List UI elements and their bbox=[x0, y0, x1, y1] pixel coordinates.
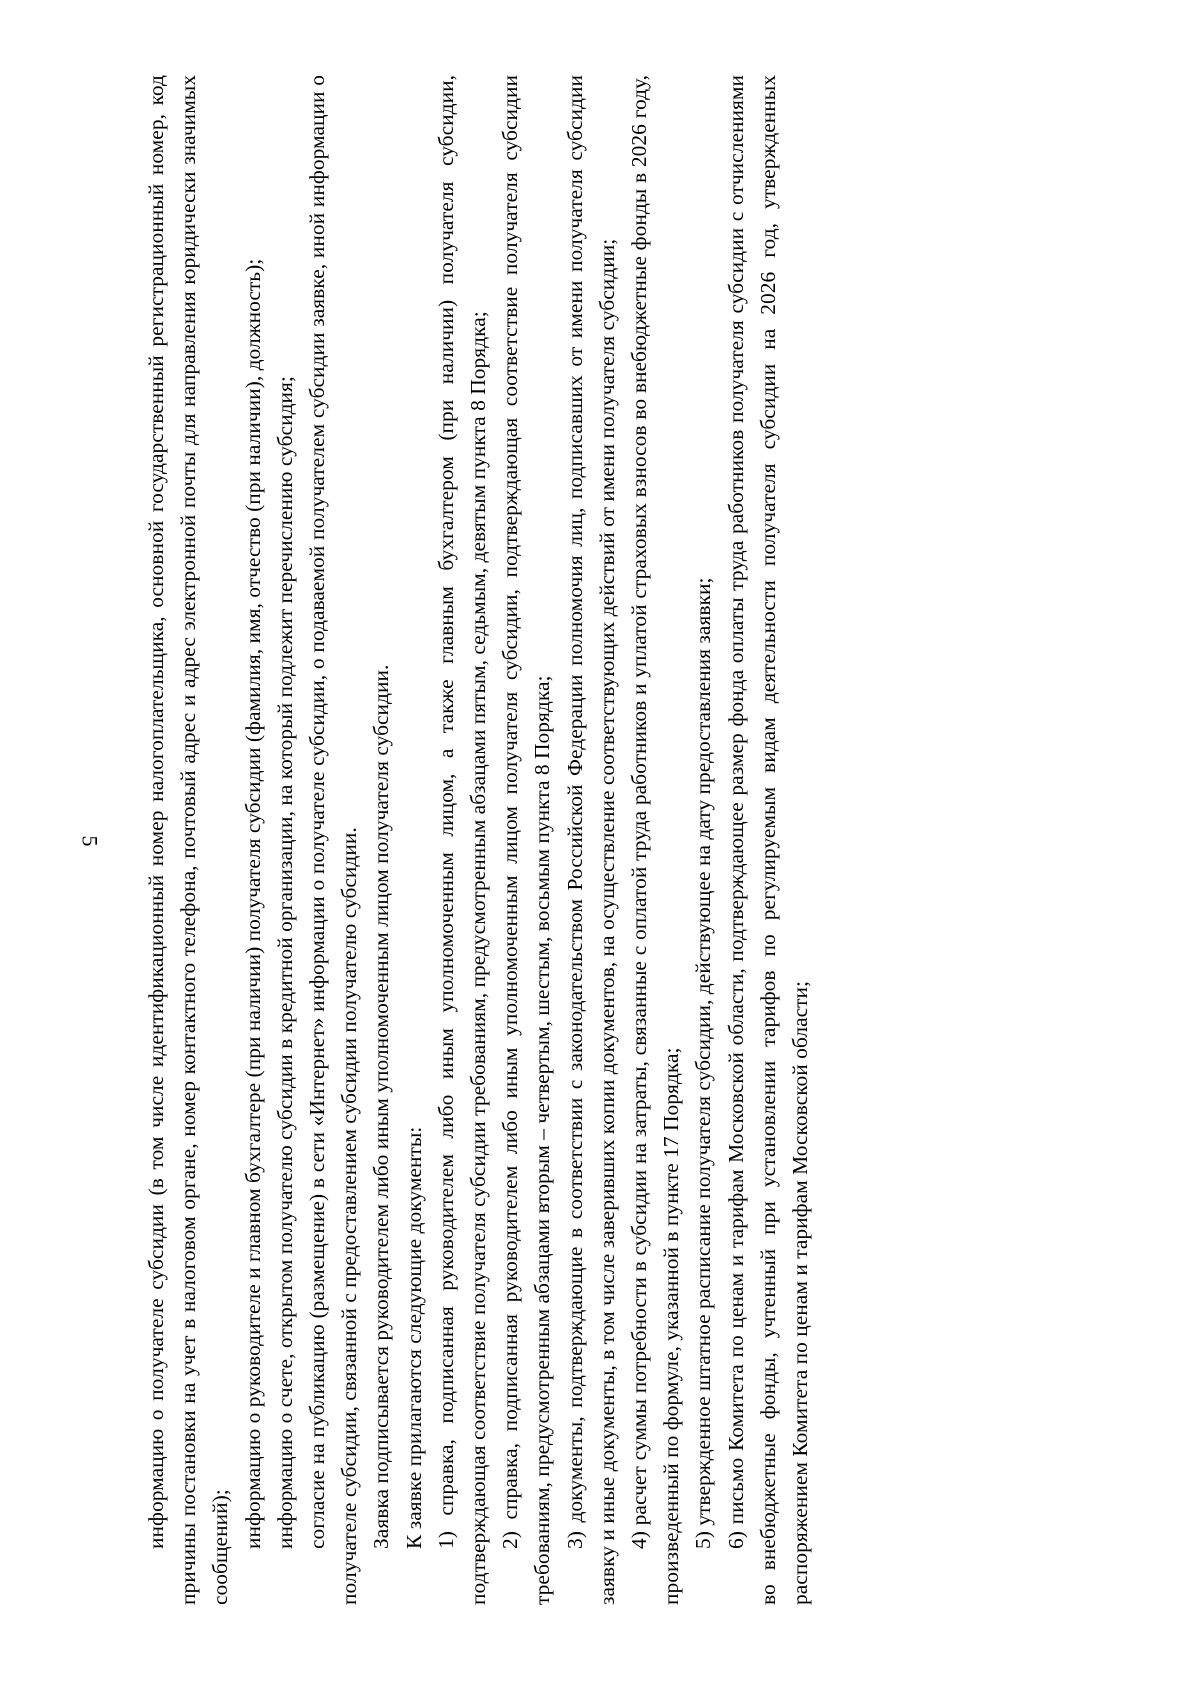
paragraph-signature: Заявка подписывается руководителем либо иным уполномоченным лицом получателя субсидии. bbox=[369, 664, 394, 1549]
list-item-4: 4) расчет суммы потребности в субсидии на затраты, связанные с оплатой труда работников и уплатой страховых взносов во внебюджетные фонды в 2026 году, произведенный по формуле, указанной в пункте 17 Порядка; bbox=[627, 75, 684, 1605]
document-body bbox=[140, 75, 816, 1605]
list-item-5: 5) утвержденное штатное расписание получателя субсидии, действующее на дату предоставления заявки; bbox=[691, 577, 716, 1549]
list-item-2: 2) справка, подписанная руководителем либо иным уполномоченным лицом получателя субсидии, подтверждающая соответствие получателя субсидии требованиям, предусмотренным абзацами вторым – четвертым, шестым, восьмым пункта 8 Порядка; bbox=[498, 75, 555, 1605]
paragraph-publication-consent: согласие на публикацию (размещение) в сети «Интернет» информации о получателе субсидии, о подаваемой получателем субсидии заявке, иной информации о получателе субсидии, связанной с предоставлением субсидии получателю субсидии. bbox=[305, 75, 362, 1605]
paragraph-attachments-intro: К заявке прилагаются следующие документы: bbox=[401, 1126, 426, 1549]
list-item-3: 3) документы, подтверждающие в соответствии с законодательством Российской Федерации полномочия лиц, подписавших от имени получателя субсидии заявку и иные документы, в том числе заверивших копии документов, на осуществление соответствующих действий от имени получателя субсидии; bbox=[562, 75, 619, 1605]
paragraph-recipient-info: информацию о получателе субсидии (в том числе идентификационный номер налогоплательщика, основной государственный регистрационный номер, код причины постановки на учет в налоговом органе, номер контактного телефона, почтовый адрес и адрес электронной почты для направления юридически значимых сообщений); bbox=[144, 75, 233, 1605]
rotated-page-content bbox=[140, 75, 816, 1605]
list-item-1: 1) справка, подписанная руководителем либо иным уполномоченным лицом, а также главным бухгалтером (при наличии) получателя субсидии, подтверждающая соответствие получателя субсидии требованиям, предусмотренным абзацами пятым, седьмым, девятым пункта 8 Порядка; bbox=[433, 75, 491, 1605]
paragraph-account-info: информацию о счете, открытом получателю субсидии в кредитной организации, на который подлежит перечислению субсидия; bbox=[272, 376, 297, 1549]
page-number: 5 bbox=[77, 835, 103, 847]
list-item-6: 6) письмо Комитета по ценам и тарифам Московской области, подтверждающее размер фонда оплаты труда работников получателя субсидии с отчислениями во внебюджетные фонды, учтенный при установлении тарифов по регулируемым видам деятельности получателя субсидии на 2026 год, утвержденных распоряжением Комитета по ценам и тарифам Московской области; bbox=[723, 75, 813, 1605]
paragraph-manager-info: информацию о руководителе и главном бухгалтере (при наличии) получателя субсидии (фамилия, имя, отчество (при наличии), должность); bbox=[240, 258, 265, 1549]
